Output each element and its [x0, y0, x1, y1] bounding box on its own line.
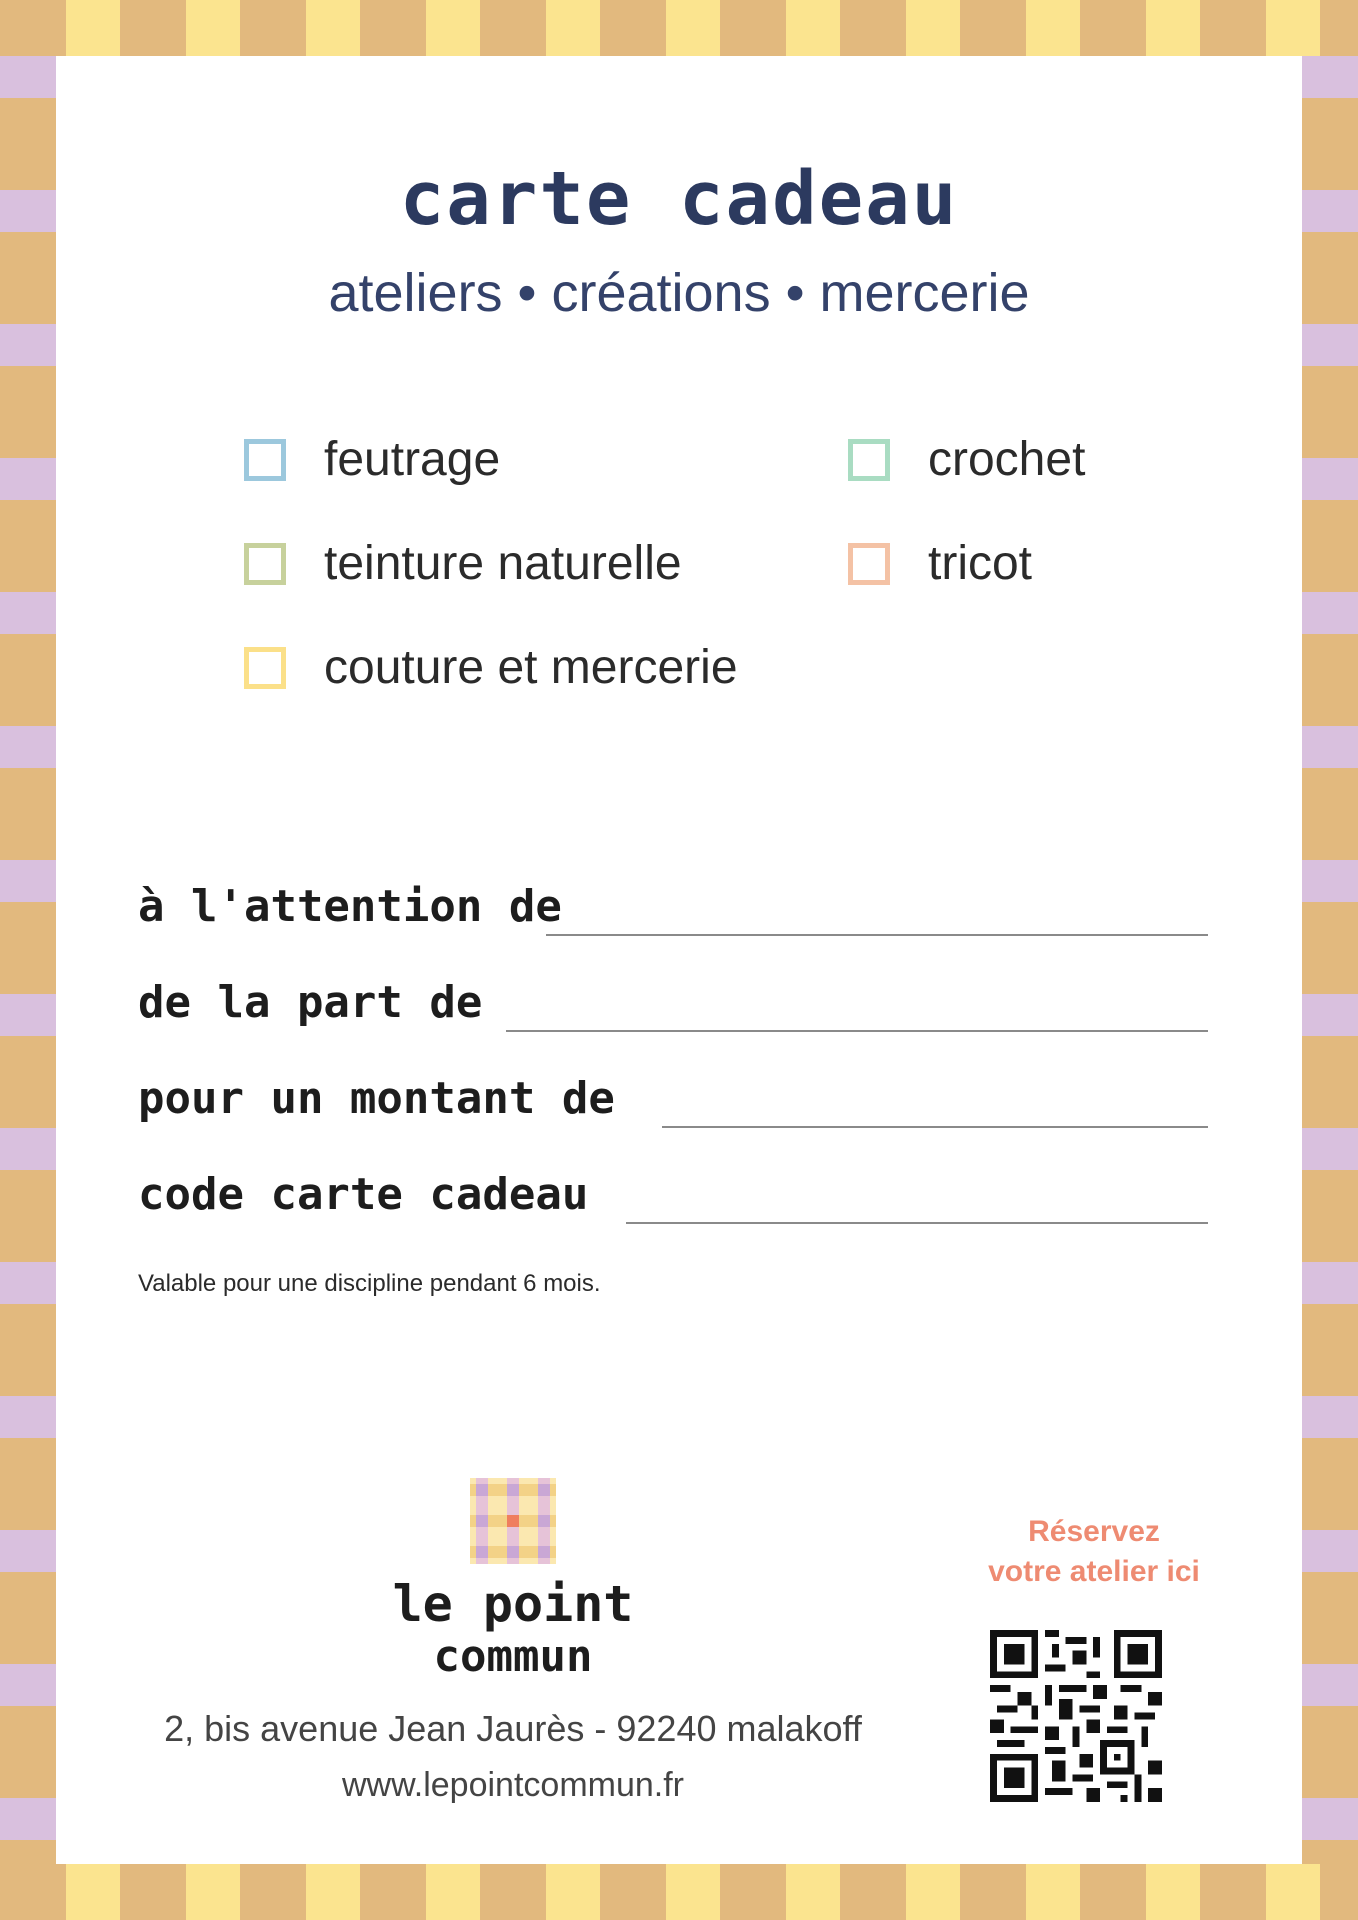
- field-label: à l'attention de: [138, 881, 562, 932]
- field-sender: [138, 972, 1208, 1032]
- checkbox-label: feutrage: [324, 433, 501, 486]
- checkbox-box[interactable]: [848, 439, 890, 481]
- field-label: de la part de: [138, 977, 483, 1028]
- field-amount: [138, 1068, 1208, 1128]
- checkbox-box[interactable]: [244, 647, 286, 689]
- border-left-stripes: [0, 56, 56, 1864]
- field-recipient: [138, 876, 1208, 936]
- field-label: code carte cadeau: [138, 1169, 589, 1220]
- validity-note: Valable pour une discipline pendant 6 mois.: [138, 1270, 601, 1297]
- checkbox-crochet[interactable]: [848, 432, 1085, 487]
- brand-line-1: le point: [392, 1575, 634, 1633]
- border-right-stripes: [1302, 56, 1358, 1864]
- gift-card: [56, 56, 1302, 1864]
- checkbox-label: crochet: [928, 433, 1086, 486]
- qr-code[interactable]: [990, 1630, 1162, 1802]
- checkbox-teinture[interactable]: [244, 536, 682, 591]
- checkbox-box[interactable]: [244, 543, 286, 585]
- checkbox-label: couture et mercerie: [324, 641, 738, 694]
- field-line-code[interactable]: [626, 1222, 1208, 1224]
- field-label: pour un montant de: [138, 1073, 615, 1124]
- field-line-sender[interactable]: [506, 1030, 1208, 1032]
- checkbox-feutrage[interactable]: [244, 432, 500, 487]
- checkbox-tricot[interactable]: [848, 536, 1032, 591]
- reserve-line-2: votre atelier ici: [988, 1555, 1200, 1588]
- website-link[interactable]: www.lepointcommun.fr: [341, 1766, 684, 1804]
- field-line-recipient[interactable]: [546, 934, 1208, 936]
- field-line-amount[interactable]: [662, 1126, 1208, 1128]
- border-top-stripes: [0, 0, 1358, 56]
- brand-name: [356, 1576, 670, 1682]
- le-point-commun-logo: [470, 1478, 556, 1564]
- border-bottom-stripes: [0, 1864, 1358, 1920]
- reserve-cta: [936, 1512, 1252, 1592]
- checkbox-couture[interactable]: [244, 640, 738, 695]
- brand-line-2: commun: [433, 1631, 593, 1682]
- field-code: [138, 1164, 1208, 1224]
- reserve-line-1: Réservez: [1028, 1515, 1160, 1548]
- address: 2, bis avenue Jean Jaurès - 92240 malakoff: [164, 1708, 862, 1749]
- card-title: carte cadeau: [399, 156, 959, 242]
- card-subtitle: ateliers • créations • mercerie: [328, 263, 1030, 323]
- checkbox-label: teinture naturelle: [324, 537, 682, 590]
- checkbox-box[interactable]: [244, 439, 286, 481]
- checkbox-box[interactable]: [848, 543, 890, 585]
- checkbox-label: tricot: [928, 537, 1033, 590]
